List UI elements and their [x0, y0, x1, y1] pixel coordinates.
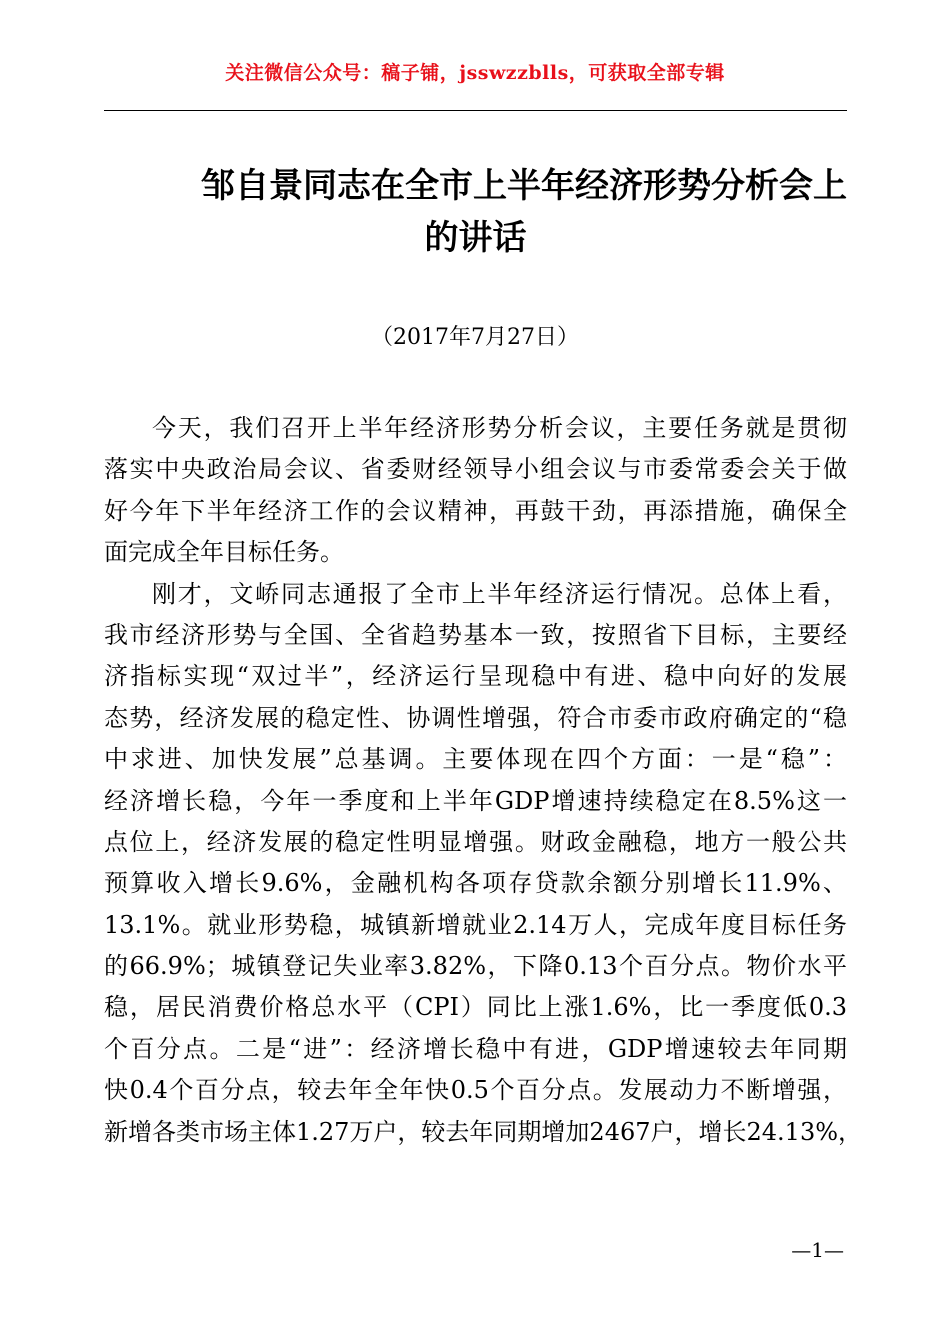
- title-line-1: 邹自景同志在全市上半年经济形势分析会上: [201, 166, 847, 206]
- text-line: 我市经济形势与全国、全省趋势基本一致，按照省下目标，主要经: [104, 620, 847, 649]
- text-line: 新增各类市场主体1.27万户，较去年同期增加2467户，增长24.13%，: [104, 1117, 863, 1146]
- text-line: 个百分点。二是“进”：经济增长稳中有进，GDP增速较去年同期: [104, 1034, 847, 1063]
- document-body: [104, 408, 863, 1153]
- text-line: 中求进、加快发展”总基调。主要体现在四个方面：一是“稳”：: [104, 745, 847, 774]
- text-line: 今天，我们召开上半年经济形势分析会议，主要任务就是贯彻: [152, 414, 847, 442]
- title-line-2: 的讲话: [424, 218, 527, 258]
- text-line: 面完成全年目标任务。: [104, 538, 344, 567]
- text-line: 济指标实现“双过半”，经济运行呈现稳中有进、稳中向好的发展: [104, 662, 847, 691]
- paragraph-2: [104, 574, 863, 1153]
- text-line: 的66.9%；城镇登记失业率3.82%，下降0.13个百分点。物价水平: [104, 952, 847, 981]
- text-line: 态势，经济发展的稳定性、协调性增强，符合市委市政府确定的“稳: [104, 703, 847, 732]
- document-title: [104, 160, 847, 264]
- text-line: 13.1%。就业形势稳，城镇新增就业2.14万人，完成年度目标任务: [104, 910, 847, 939]
- paragraph-1: [104, 408, 847, 574]
- header-watermark-note: 关注微信公众号：稿子铺，jsswzzblls，可获取全部专辑: [225, 62, 725, 84]
- text-line: 经济增长稳，今年一季度和上半年GDP增速持续稳定在8.5%这一: [104, 786, 847, 815]
- text-line: 预算收入增长9.6%，金融机构各项存贷款余额分别增长11.9%、: [104, 869, 847, 898]
- header-divider: [104, 110, 847, 111]
- text-line: 刚才，文峤同志通报了全市上半年经济运行情况。总体上看，: [152, 579, 847, 608]
- speech-date: （2017年7月27日）: [371, 325, 579, 350]
- text-line: 点位上，经济发展的稳定性明显增强。财政金融稳，地方一般公共: [104, 827, 847, 856]
- text-line: 落实中央政治局会议、省委财经领导小组会议与市委常委会关于做: [104, 455, 847, 484]
- text-line: 好今年下半年经济工作的会议精神，再鼓干劲，再添措施，确保全: [104, 496, 847, 525]
- text-line: 快0.4个百分点，较去年全年快0.5个百分点。发展动力不断增强，: [104, 1076, 847, 1105]
- page-number: —1—: [791, 1238, 844, 1262]
- text-line: 稳，居民消费价格总水平（CPI）同比上涨1.6%，比一季度低0.3: [104, 993, 847, 1022]
